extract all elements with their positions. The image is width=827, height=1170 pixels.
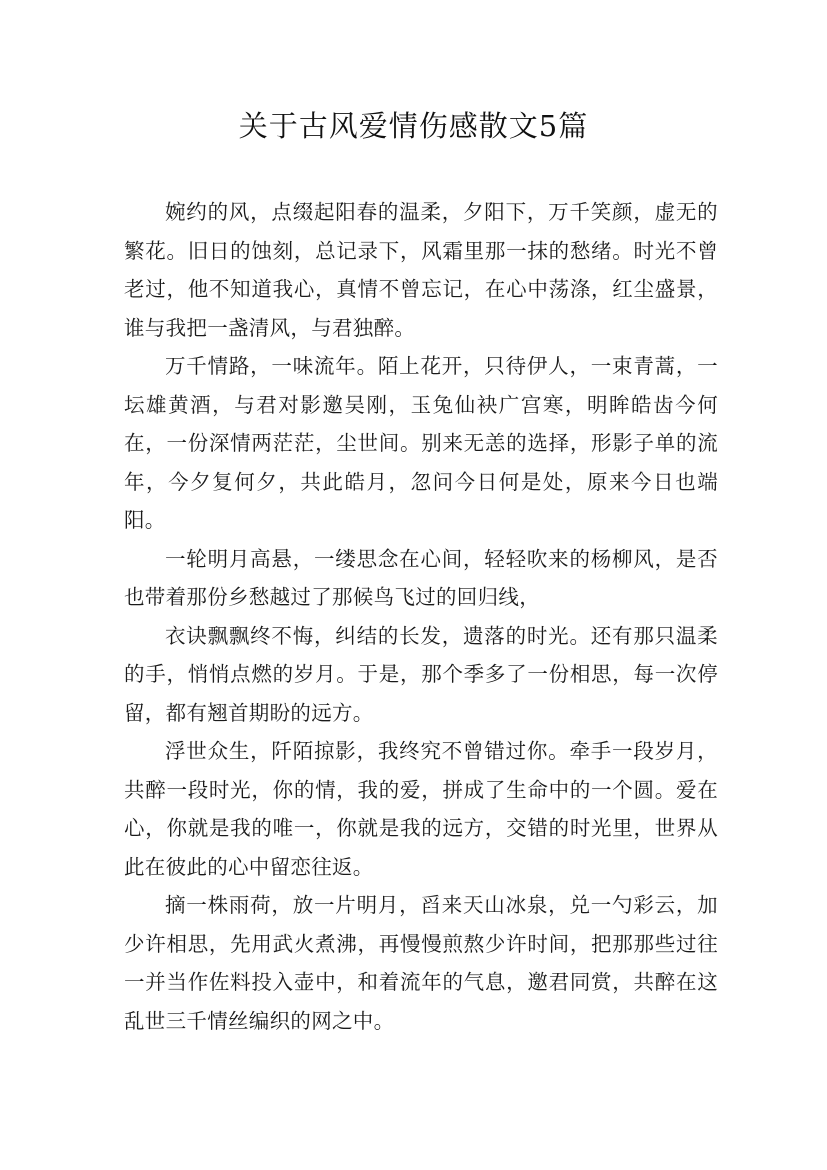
paragraph: 摘一株雨荷，放一片明月，舀来天山冰泉，兑一勺彩云，加少许相思，先用武火煮沸，再慢慢煎熬少许时间，把那那些过往一并当作佐料投入壶中，和着流年的气息，邀君同赏，共醉在这乱世三千情丝编织的网之中。	[124, 893, 718, 1033]
article-body	[124, 193, 718, 1040]
paragraph: 婉约的风，点缀起阳春的温柔，夕阳下，万千笑颜，虚无的繁花。旧日的蚀刻，总记录下，风霜里那一抹的愁绪。时光不曾老过，他不知道我心，真情不曾忘记，在心中荡涤，红尘盛景，谁与我把一盏清风，与君独醉。	[124, 200, 718, 340]
paragraph: 衣诀飘飘终不悔，纠结的长发，遗落的时光。还有那只温柔的手，悄悄点燃的岁月。于是，那个季多了一份相思，每一次停留，都有翘首期盼的远方。	[124, 623, 718, 725]
document-title: 关于古风爱情伤感散文5篇	[238, 109, 589, 143]
paragraph: 浮世众生，阡陌掠影，我终究不曾错过你。牵手一段岁月，共醉一段时光，你的情，我的爱，拼成了生命中的一个圆。爱在心，你就是我的唯一，你就是我的远方，交错的时光里，世界从此在彼此的心中留恋往返。	[124, 739, 718, 879]
paragraph: 万千情路，一味流年。陌上花开，只待伊人，一束青蒿，一坛雄黄酒，与君对影邀吴刚，玉兔仙袂广宫寒，明眸皓齿今何在，一份深情两茫茫，尘世间。别来无恙的选择，形影子单的流年，今夕复何夕，共此皓月，忽问今日何是处，原来今日也端阳。	[124, 354, 718, 532]
paragraph: 一轮明月高悬，一缕思念在心间，轻轻吹来的杨柳风，是否也带着那份乡愁越过了那候鸟飞过的回归线，	[124, 546, 718, 609]
